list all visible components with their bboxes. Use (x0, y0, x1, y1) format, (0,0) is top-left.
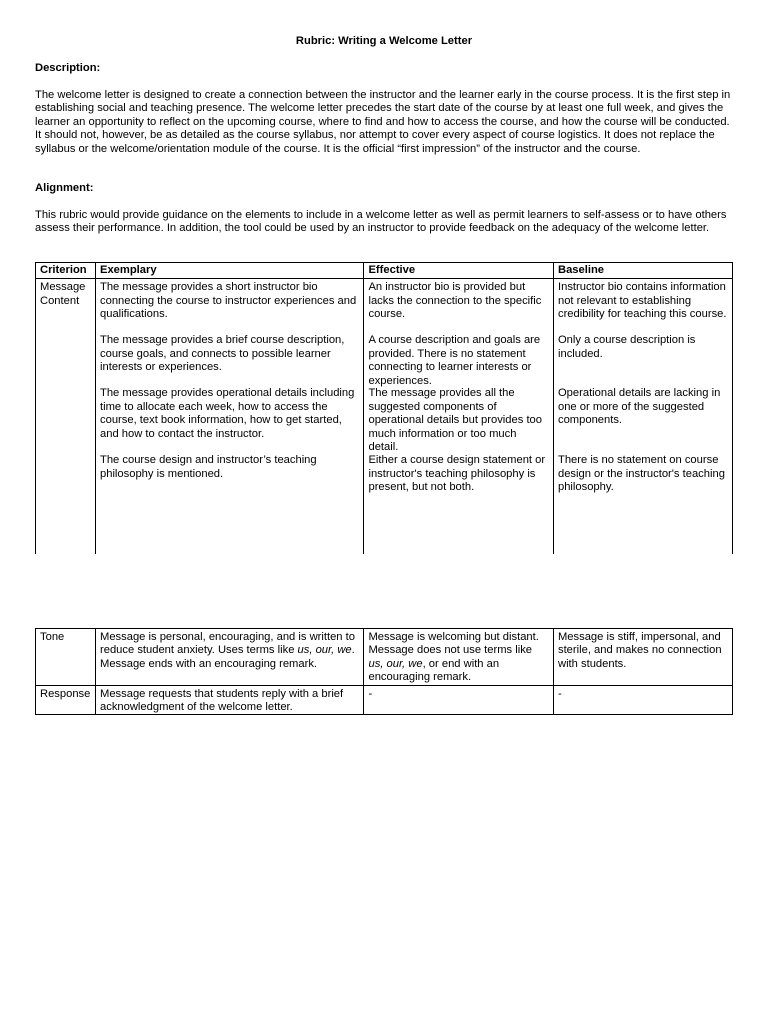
criterion-cell (36, 629, 96, 686)
response-exemplary-text: Message requests that students reply with a brief acknowledgment of the welcome letter. (100, 687, 344, 714)
tone-exemplary-text: Message is personal, encouraging, and is written to reduce student anxiety. Uses terms like (100, 631, 355, 657)
baseline-philosophy: There is no statement on course design or the instructor's teaching philosophy. (557, 454, 725, 494)
effective-cell (364, 279, 554, 554)
response-effective-text: - (368, 687, 373, 700)
rubric-row-response (36, 685, 733, 715)
header-criterion: Criterion (36, 263, 96, 279)
exemplary-cell (96, 279, 364, 554)
tone-baseline-text: Message is stiff, impersonal, and sterile, and makes no connection with students. (557, 631, 722, 670)
effective-bio: An instructor bio is provided but lacks the connection to the specific course. (368, 281, 542, 321)
criterion-cell (36, 685, 96, 715)
exemplary-cell (96, 685, 364, 715)
tone-effective-text: Message is welcoming but distant. Message does not use terms like (368, 631, 539, 657)
criterion-label: Tone (40, 631, 65, 643)
alignment-heading: Alignment: (35, 182, 94, 194)
effective-philosophy: Either a course design statement or instructor's teaching philosophy is present, but not both. (368, 454, 546, 494)
tone-effective-terms: us, our, we (368, 657, 423, 670)
effective-cell (364, 685, 554, 715)
tone-exemplary-terms: us, our, we (297, 644, 352, 657)
rubric-table (35, 262, 733, 554)
rubric-row-tone (36, 629, 733, 686)
exemplary-description: The message provides a brief course description, course goals, and connects to possible learner interests or experiences. (100, 334, 345, 374)
effective-cell (364, 629, 554, 686)
alignment-paragraph: This rubric would provide guidance on the elements to include in a welcome letter as well as permit learners to self-assess or to have others assess their performance. In addition, the tool could be used by an instructor to provide feedback on the adequacy of the welcome letter. (35, 209, 727, 235)
tone-effective-text-end: , or end with an encouraging remark. (368, 657, 500, 684)
header-effective: Effective (364, 263, 554, 279)
header-exemplary: Exemplary (96, 263, 364, 279)
baseline-operational: Operational details are lacking in one or more of the suggested components. (557, 387, 721, 427)
effective-description: A course description and goals are provided. There is no statement connecting to learner interests or experiences. (368, 334, 541, 387)
rubric-row-message-content (36, 279, 733, 554)
baseline-cell (553, 685, 732, 715)
baseline-bio: Instructor bio contains information not relevant to establishing credibility for teaching this course. (557, 281, 727, 321)
tone-exemplary-text-end: . Message ends with an encouraging remark. (100, 644, 355, 670)
rubric-table-continued (35, 628, 733, 715)
exemplary-bio: The message provides a short instructor bio connecting the course to instructor experiences and qualifications. (100, 281, 357, 321)
criterion-label: Response (40, 687, 91, 700)
document-title: Rubric: Writing a Welcome Letter (295, 35, 473, 47)
description-paragraph: The welcome letter is designed to create a connection between the instructor and the learner early in the course process. It is the first step in establishing social and teaching presence. The welcome letter precedes the start date of the course by at least one full week, and gives the learner an opportunity to reflect on the upcoming course, where to find and how to access the course, and how the course will be conducted. It should not, however, be as detailed as the course syllabus, nor attempt to cover every aspect of course logistics. It does not replace the syllabus or the welcome/orientation module of the course. It is the official “first impression” of the instructor and the course. (35, 89, 731, 155)
response-baseline-text: - (557, 687, 562, 700)
exemplary-philosophy: The course design and instructor’s teaching philosophy is mentioned. (100, 454, 317, 480)
rubric-header-row (36, 263, 733, 279)
criterion-label: Message Content (40, 281, 86, 307)
description-heading: Description: (35, 62, 101, 74)
baseline-description: Only a course description is included. (557, 334, 696, 360)
effective-operational: The message provides all the suggested components of operational details but provides too much information or too much detail. (368, 387, 542, 454)
header-baseline: Baseline (553, 263, 732, 279)
exemplary-cell (96, 629, 364, 686)
baseline-cell (553, 279, 732, 554)
exemplary-operational: The message provides operational details including time to allocate each week, how to access the course, text book information, how to get started, and how to contact the instructor. (100, 387, 355, 440)
criterion-cell (36, 279, 96, 554)
baseline-cell (553, 629, 732, 686)
